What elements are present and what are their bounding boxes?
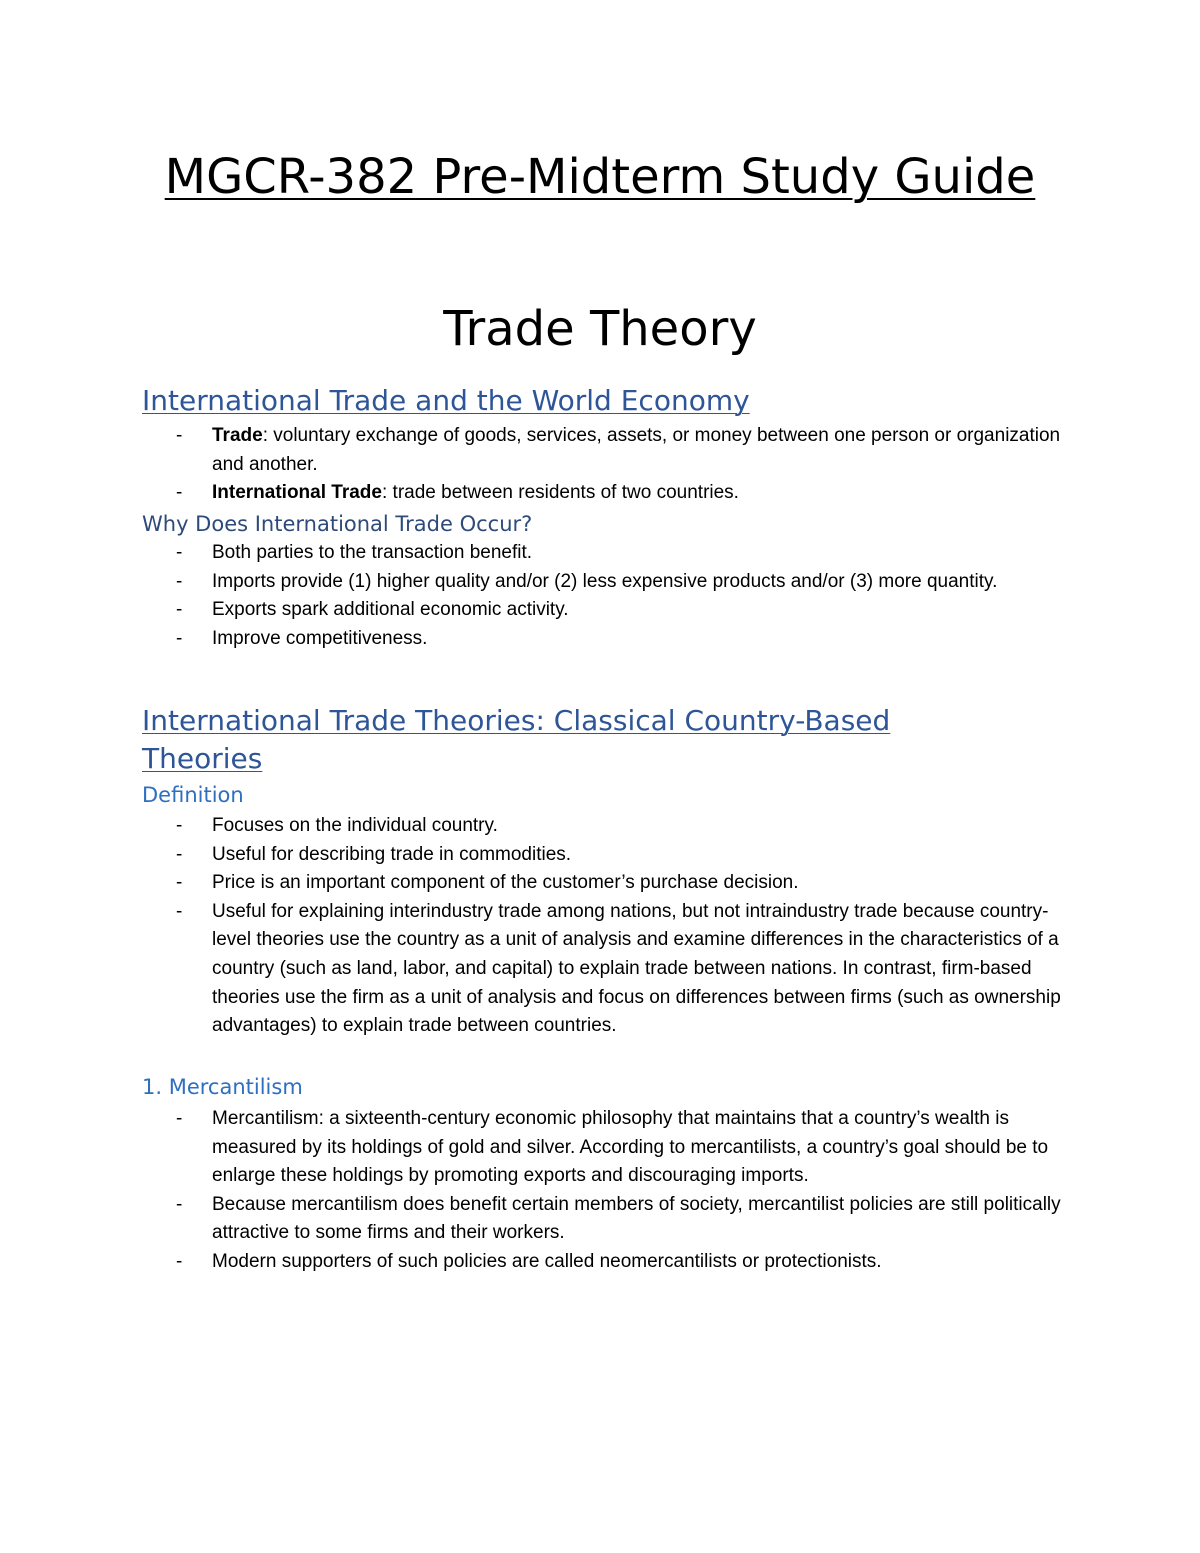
list-item — [0, 479, 1072, 508]
list-item — [0, 539, 1072, 568]
dash-bullet: - — [176, 425, 183, 446]
list-item — [0, 596, 1072, 625]
list-item — [0, 898, 1072, 1041]
list-item-text: Useful for explaining interindustry trade among nations, but not intraindustry trade because country-level theories use the country as a unit of analysis and examine differences in the characteristics of a country (such as land, labor, and capital) to explain trade between nations. In contrast, firm-based theories use the firm as a unit of analysis and focus on differences between firms (such as ownership advantages) to explain trade between countries. — [212, 900, 1061, 1037]
dash-bullet: - — [176, 872, 183, 894]
dash-bullet: - — [176, 1193, 183, 1215]
list-definition — [0, 812, 1072, 1041]
dash-bullet: - — [176, 815, 183, 836]
list-item-text: Exports spark additional economic activity. — [212, 599, 569, 621]
document-title: MGCR-382 Pre-Midterm Study Guide — [164, 149, 1036, 205]
dash-bullet: - — [176, 900, 183, 922]
heading-mercantilism: 1. Mercantilism — [142, 1075, 303, 1099]
heading-why-trade: Why Does International Trade Occur? — [142, 512, 533, 536]
list-item — [0, 568, 1072, 597]
list-item-text: Focuses on the individual country. — [212, 815, 498, 836]
definition: : trade between residents of two countries. — [381, 482, 739, 504]
dash-bullet: - — [176, 570, 183, 592]
list-item — [0, 1191, 1072, 1248]
dash-bullet: - — [176, 599, 183, 621]
list-item — [0, 869, 1072, 898]
list-international-trade — [0, 422, 1072, 508]
list-item-text: Because mercantilism does benefit certain members of society, mercantilist policies are still politically attractive to some firms and their workers. — [212, 1193, 1061, 1244]
dash-bullet: - — [176, 1250, 183, 1272]
dash-bullet: - — [176, 1108, 183, 1129]
term: Trade — [212, 425, 263, 446]
list-item-text: Modern supporters of such policies are called neomercantilists or protectionists. — [212, 1250, 882, 1272]
term: International Trade — [212, 482, 382, 504]
list-item-text: Imports provide (1) higher quality and/or (2) less expensive products and/or (3) more quantity. — [212, 570, 998, 592]
definition: : voluntary exchange of goods, services, assets, or money between one person or organization and another. — [212, 425, 1061, 475]
section-title: Trade Theory — [443, 301, 757, 357]
heading-definition: Definition — [142, 783, 244, 807]
list-item — [0, 1105, 1072, 1191]
heading-international-trade: International Trade and the World Economy — [142, 384, 750, 417]
list-item — [0, 841, 1072, 870]
list-item-text: Improve competitiveness. — [212, 627, 428, 649]
dash-bullet: - — [176, 482, 183, 504]
list-item — [0, 1248, 1072, 1277]
list-item-text: Price is an important component of the customer’s purchase decision. — [212, 872, 799, 894]
list-item-text: Mercantilism: a sixteenth-century economic philosophy that maintains that a country’s wealth is measured by its holdings of gold and silver. According to mercantilists, a country’s goal should be to enlarge these holdings by promoting exports and discouraging imports. — [212, 1108, 1049, 1187]
heading-classical-theories: International Trade Theories: Classical Country-Based Theories — [142, 704, 891, 775]
list-item-text: Both parties to the transaction benefit. — [212, 542, 533, 563]
list-item-text: Useful for describing trade in commodities. — [212, 843, 572, 865]
dash-bullet: - — [176, 627, 183, 649]
list-mercantilism — [0, 1105, 1072, 1277]
list-why-trade — [0, 539, 1072, 653]
list-item — [0, 625, 1072, 654]
dash-bullet: - — [176, 843, 183, 865]
list-item — [0, 812, 1072, 841]
list-item — [0, 422, 1072, 479]
dash-bullet: - — [176, 542, 183, 563]
